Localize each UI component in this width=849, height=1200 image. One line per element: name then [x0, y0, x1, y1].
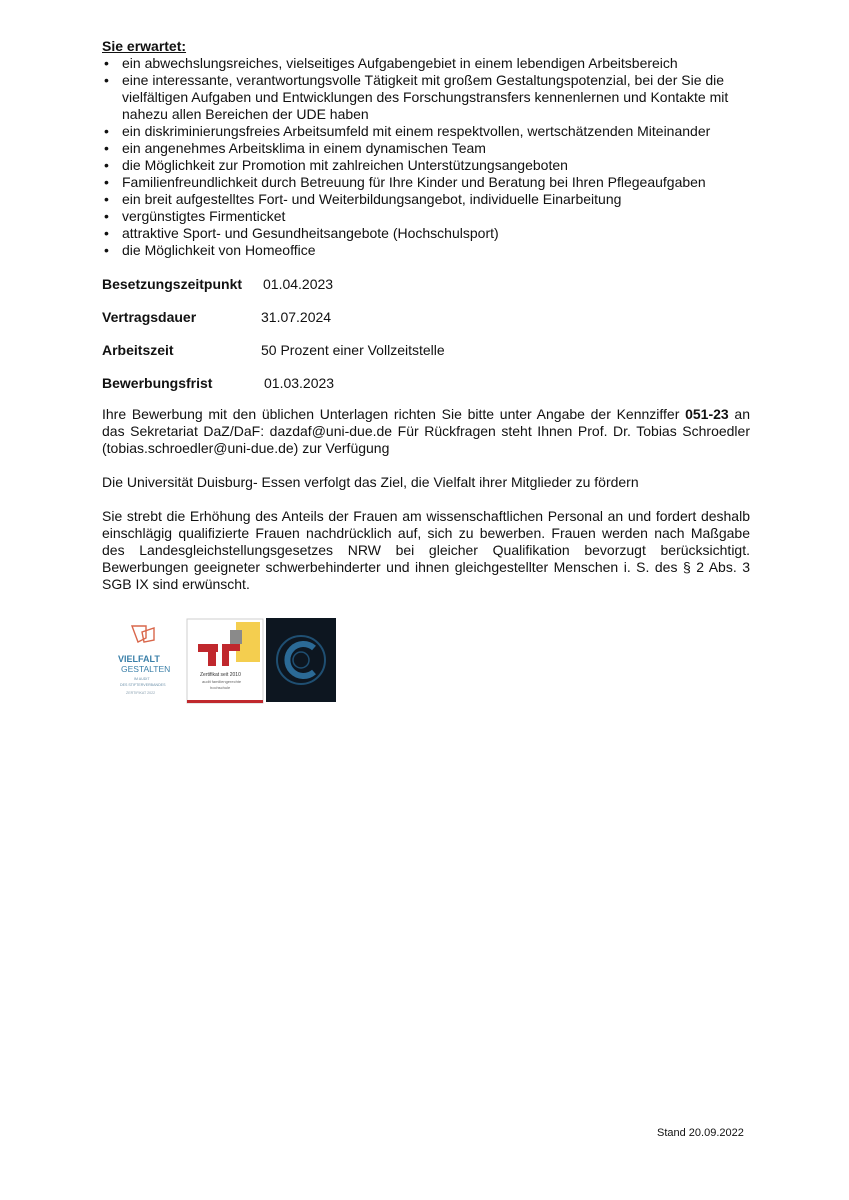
detail-start-date [102, 276, 750, 293]
familie-line-3: hochschule [210, 685, 231, 690]
detail-working-time [102, 342, 750, 359]
vielfalt-gestalten-logo [116, 618, 182, 702]
detail-value: 50 Prozent einer Vollzeitstelle [261, 342, 445, 358]
application-paragraph: Ihre Bewerbung mit den üblichen Unterlagen richten Sie bitte unter Angabe der Kennziffer 051-23 an das Sekretariat DaZ/DaF: dazdaf@uni-due.de Für Rückfragen steht Ihnen Prof. Dr. Tobias Schroedler (tobias.schroedler@uni-due.de) zur Verfügung [102, 406, 750, 456]
bullet-icon: • [104, 191, 109, 207]
reference-code: 051-23 [685, 406, 729, 422]
detail-label: Besetzungszeitpunkt [102, 276, 243, 292]
vielfalt-small-2: DES STIFTERVERBANDES [120, 683, 166, 687]
familie-line-2: audit familiengerechte [202, 679, 242, 684]
list-item: • ein diskriminierungsfreies Arbeitsumfeld mit einem respektvollen, wertschätzenden Miteinander [104, 123, 711, 139]
bullet-icon: • [104, 72, 109, 88]
vielfalt-title: VIELFALT [118, 654, 160, 664]
expectations-list [102, 55, 750, 259]
detail-contract-duration [102, 309, 750, 326]
bullet-icon: • [104, 55, 109, 71]
bullet-icon: • [104, 208, 109, 224]
list-item: • ein breit aufgestelltes Fort- und Weiterbildungsangebot, individuelle Einarbeitung [104, 191, 622, 207]
vielfalt-emblem-icon [132, 626, 154, 642]
bullet-icon: • [104, 225, 109, 241]
list-item: • Familienfreundlichkeit durch Betreuung für Ihre Kinder und Beratung bei Ihren Pflegeaufgaben [104, 174, 706, 190]
document-content [102, 38, 750, 593]
list-item: • attraktive Sport- und Gesundheitsangebote (Hochschulsport) [104, 225, 499, 241]
bullet-icon: • [104, 157, 109, 173]
dark-certificate-badge [266, 618, 336, 702]
vielfalt-small-3: ZERTIFIKAT 2022 [126, 691, 156, 695]
vielfalt-subtitle: GESTALTEN [121, 664, 171, 674]
detail-label: Vertragsdauer [102, 309, 197, 325]
detail-application-deadline [102, 375, 750, 392]
familie-line-1: Zertifikat seit 2010 [200, 672, 241, 678]
list-item: • die Möglichkeit zur Promotion mit zahlreichen Unterstützungsangeboten [104, 157, 568, 173]
bullet-icon: • [104, 174, 109, 190]
list-item: • ein abwechslungsreiches, vielseitiges Aufgabengebiet in einem lebendigen Arbeitsbereich [104, 55, 678, 71]
list-item: • vergünstigtes Firmenticket [104, 208, 286, 224]
bullet-icon: • [104, 140, 109, 156]
list-item: • eine interessante, verantwortungsvolle Tätigkeit mit großem Gestaltungspotenzial, bei der Sie die vielfältigen Aufgaben und Entwicklungen des Forschungstransfers kennenlernen und Kontakte mit nahezu allen Bereichen der UDE haben [104, 72, 729, 122]
bullet-icon: • [104, 123, 109, 139]
equality-paragraph: Sie strebt die Erhöhung des Anteils der Frauen am wissenschaftlichen Personal an und fordert deshalb einschlägig qualifizierte Frauen nachdrücklich auf, sich zu bewerben. Frauen werden nach Maßgabe des Landesgleichstellungsgesetzes NRW bei gleicher Qualifikation bevorzugt berücksichtigt. Bewerbungen geeigneter schwerbehinderter und ihnen gleichgestellter Menschen i. S. des § 2 Abs. 3 SGB IX sind erwünscht. [102, 508, 750, 592]
detail-label: Arbeitszeit [102, 342, 174, 358]
diversity-paragraph: Die Universität Duisburg- Essen verfolgt das Ziel, die Vielfalt ihrer Mitglieder zu fördern [102, 474, 639, 490]
list-item: • ein angenehmes Arbeitsklima in einem dynamischen Team [104, 140, 486, 156]
document-date-stamp: Stand 20.09.2022 [657, 1127, 744, 1139]
detail-value: 01.03.2023 [264, 375, 335, 391]
expectations-heading: Sie erwartet: [102, 38, 187, 54]
vielfalt-small-1: IM AUDIT [134, 677, 150, 681]
familiengerechte-hochschule-logo [186, 618, 264, 704]
detail-value: 31.07.2024 [261, 309, 332, 325]
bullet-icon: • [104, 242, 109, 258]
list-item: • die Möglichkeit von Homeoffice [104, 242, 316, 258]
detail-value: 01.04.2023 [263, 276, 334, 292]
detail-label: Bewerbungsfrist [102, 375, 213, 391]
